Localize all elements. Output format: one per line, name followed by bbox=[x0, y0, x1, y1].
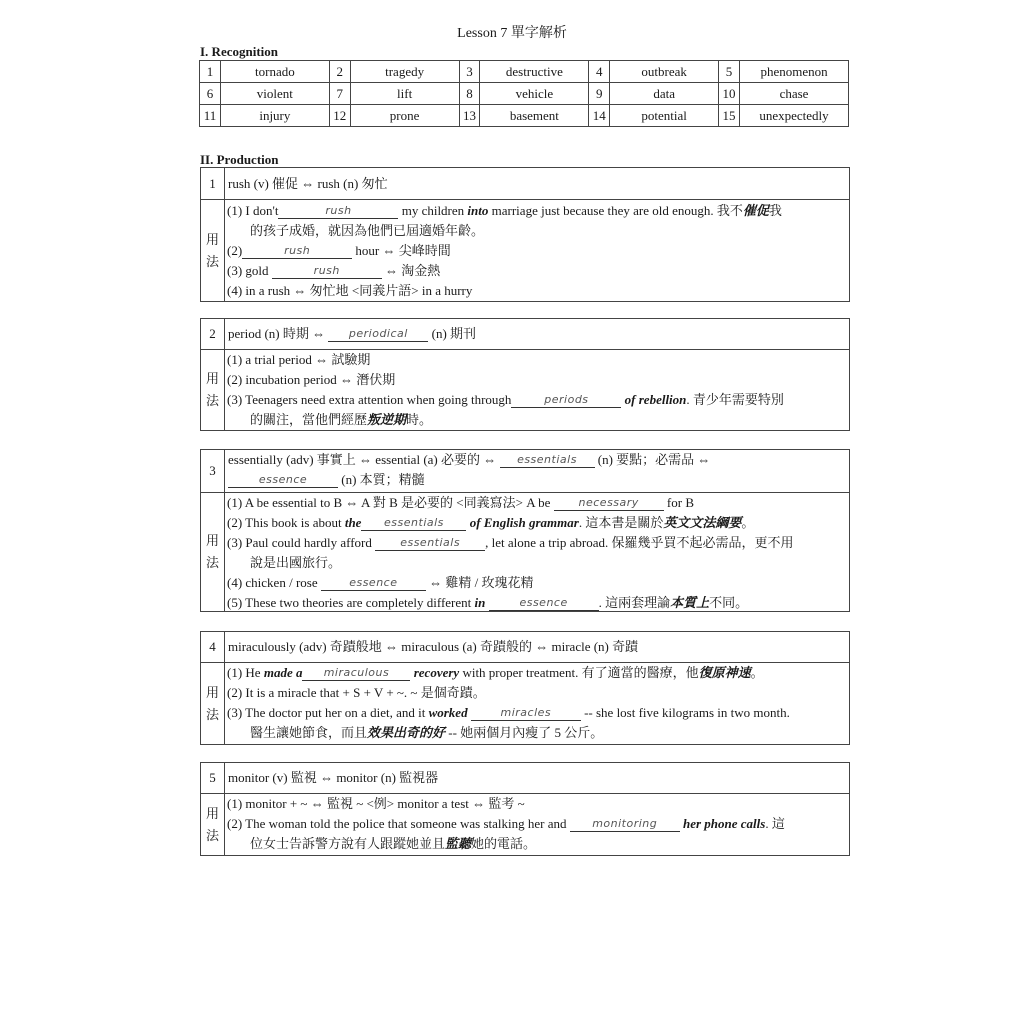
usage-line: (2) This book is about the essentials of English grammar. 這本書是關於英文文法綱要。 bbox=[227, 515, 755, 530]
usage-line: (2) rush hour ⇔ 尖峰時間 bbox=[227, 243, 451, 258]
vocab-box-1 bbox=[200, 167, 850, 302]
usage-line: (2) The woman told the police that someone was stalking her and monitoring her phone calls. 這 bbox=[227, 816, 785, 831]
vocab-box-3 bbox=[200, 449, 850, 612]
word-number: 4 bbox=[589, 61, 610, 83]
usage-line: (1) monitor + ~ ⇔ 監視 ~ <例> monitor a test ⇔ 監考 ~ bbox=[227, 796, 525, 811]
word-number: 5 bbox=[719, 61, 740, 83]
answer-blank[interactable]: monitoring bbox=[570, 817, 680, 832]
usage-line: (1) He made a miraculous recovery with proper treatment. 有了適當的醫療，他復原神速。 bbox=[227, 665, 764, 680]
item-number: 5 bbox=[201, 763, 225, 793]
item-heading: period (n) 時期 ⇔ periodical (n) 期刊 bbox=[228, 326, 477, 341]
recognition-heading: I. Recognition bbox=[200, 44, 278, 59]
answer-blank[interactable]: essence bbox=[321, 576, 426, 591]
usage-line: 的關注，當他們經歷叛逆期時。 bbox=[250, 412, 433, 427]
word-cell: destructive bbox=[480, 61, 589, 83]
word-number: 10 bbox=[719, 83, 740, 105]
usage-line: (3) Paul could hardly afford essentials , let alone a trip abroad. 保羅幾乎買不起必需品，更不用 bbox=[227, 535, 794, 550]
answer-blank[interactable]: essentials bbox=[500, 453, 595, 468]
usage-line: 醫生讓她節食，而且效果出奇的好 -- 她兩個月內瘦了 5 公斤。 bbox=[250, 725, 604, 740]
usage-line: (1) A be essential to B ⇔ A 對 B 是必要的 <同義寫法> A be necessary for B bbox=[227, 495, 695, 510]
usage-line: (2) It is a miracle that + S + V + ~. ~ 是個奇蹟。 bbox=[227, 685, 486, 700]
usage-label: 用 法 bbox=[201, 794, 225, 855]
table-row bbox=[200, 105, 849, 127]
word-number: 14 bbox=[589, 105, 610, 127]
word-cell: tragedy bbox=[350, 61, 459, 83]
word-number: 3 bbox=[459, 61, 480, 83]
answer-blank[interactable]: periodical bbox=[328, 327, 428, 342]
word-cell: vehicle bbox=[480, 83, 589, 105]
word-number: 1 bbox=[200, 61, 221, 83]
word-number: 6 bbox=[200, 83, 221, 105]
answer-blank[interactable]: miracles bbox=[471, 706, 581, 721]
usage-line: (1) a trial period ⇔ 試驗期 bbox=[227, 352, 371, 367]
word-cell: prone bbox=[350, 105, 459, 127]
answer-blank[interactable]: rush bbox=[242, 244, 352, 259]
answer-blank[interactable]: necessary bbox=[554, 496, 664, 511]
word-number: 13 bbox=[459, 105, 480, 127]
word-cell: data bbox=[610, 83, 719, 105]
item-heading: rush (v) 催促 ⇔ rush (n) 匆忙 bbox=[228, 176, 388, 191]
usage-line: (2) incubation period ⇔ 潛伏期 bbox=[227, 372, 396, 387]
usage-line: (3) The doctor put her on a diet, and it worked miracles -- she lost five kilograms in two month. bbox=[227, 705, 790, 720]
answer-blank[interactable]: miraculous bbox=[302, 666, 410, 681]
item-number: 1 bbox=[201, 168, 225, 199]
word-number: 12 bbox=[329, 105, 350, 127]
usage-label: 用 法 bbox=[201, 350, 225, 430]
table-row bbox=[200, 83, 849, 105]
answer-blank[interactable]: rush bbox=[278, 204, 398, 219]
answer-blank[interactable]: essentials bbox=[375, 536, 485, 551]
vocab-box-2 bbox=[200, 318, 850, 431]
answer-blank[interactable]: periods bbox=[511, 393, 621, 408]
word-cell: tornado bbox=[220, 61, 329, 83]
word-number: 7 bbox=[329, 83, 350, 105]
word-cell: chase bbox=[740, 83, 849, 105]
usage-line: 的孩子成婚，就因為他們已屆適婚年齡。 bbox=[250, 223, 485, 238]
usage-line: (3) gold rush ⇔ 淘金熱 bbox=[227, 263, 441, 278]
word-number: 2 bbox=[329, 61, 350, 83]
usage-label: 用 法 bbox=[201, 200, 225, 301]
production-heading: II. Production bbox=[200, 152, 279, 167]
answer-blank[interactable]: essence bbox=[228, 473, 338, 488]
word-number: 8 bbox=[459, 83, 480, 105]
usage-line: (5) These two theories are completely different in essence . 這兩套理論本質上不同。 bbox=[227, 595, 749, 610]
table-row bbox=[200, 61, 849, 83]
answer-blank[interactable]: essentials bbox=[361, 516, 466, 531]
usage-label: 用 法 bbox=[201, 493, 225, 611]
word-cell: injury bbox=[220, 105, 329, 127]
usage-line: (4) chicken / rose essence ⇔ 雞精 / 玫瑰花精 bbox=[227, 575, 534, 590]
vocab-box-5 bbox=[200, 762, 850, 856]
word-cell: basement bbox=[480, 105, 589, 127]
word-cell: potential bbox=[610, 105, 719, 127]
item-number: 4 bbox=[201, 632, 225, 662]
item-heading: monitor (v) 監視 ⇔ monitor (n) 監視器 bbox=[228, 770, 439, 785]
word-number: 15 bbox=[719, 105, 740, 127]
word-number: 9 bbox=[589, 83, 610, 105]
word-cell: lift bbox=[350, 83, 459, 105]
item-heading: miraculously (adv) 奇蹟般地 ⇔ miraculous (a) 奇蹟般的 ⇔ miracle (n) 奇蹟 bbox=[228, 639, 639, 654]
answer-blank[interactable]: essence bbox=[489, 596, 599, 611]
word-cell: violent bbox=[220, 83, 329, 105]
recognition-table bbox=[199, 60, 849, 127]
item-heading: essentially (adv) 事實上 ⇔ essential (a) 必要的 ⇔ essentials (n) 要點；必需品 ⇔ essence (n) 本質；精髓 bbox=[228, 452, 711, 487]
item-number: 2 bbox=[201, 319, 225, 349]
word-cell: unexpectedly bbox=[740, 105, 849, 127]
answer-blank[interactable]: rush bbox=[272, 264, 382, 279]
page-title: Lesson 7 單字解析 bbox=[457, 26, 567, 41]
usage-line: (3) Teenagers need extra attention when going through periods of rebellion. 青少年需要特別 bbox=[227, 392, 784, 407]
word-cell: phenomenon bbox=[740, 61, 849, 83]
usage-line: (1) I don't rush my children into marriage just because they are old enough. 我不催促我 bbox=[227, 203, 782, 218]
word-cell: outbreak bbox=[610, 61, 719, 83]
item-number: 3 bbox=[201, 450, 225, 492]
vocab-box-4 bbox=[200, 631, 850, 745]
word-number: 11 bbox=[200, 105, 221, 127]
usage-line: 說是出國旅行。 bbox=[250, 555, 342, 570]
usage-line: (4) in a rush ⇔ 匆忙地 <同義片語> in a hurry bbox=[227, 283, 473, 298]
usage-label: 用 法 bbox=[201, 663, 225, 744]
usage-line: 位女士告訴警方說有人跟蹤她並且監聽她的電話。 bbox=[250, 836, 537, 851]
